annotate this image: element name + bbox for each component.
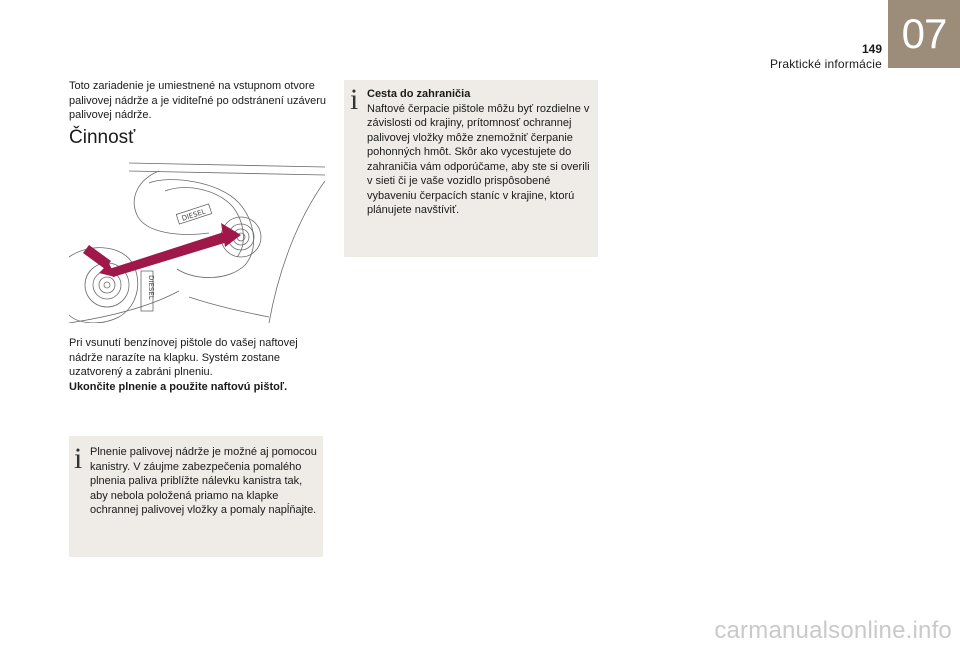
note-right-content bbox=[367, 87, 595, 218]
body-text: Pri vsunutí benzínovej pištole do vašej naftovej nádrže narazíte na klapku. Systém zostane uzatvorený a zabráni plneniu. bbox=[69, 337, 298, 378]
note-right-title: Cesta do zahraničia bbox=[367, 88, 471, 100]
body-bold-text: Ukončite plnenie a použite naftovú pištoľ. bbox=[69, 380, 288, 393]
section-title: Praktické informácie bbox=[769, 57, 882, 71]
info-note-left bbox=[69, 436, 323, 557]
page-number: 149 bbox=[861, 42, 882, 56]
diesel-label-lower: DIESEL bbox=[147, 275, 155, 300]
chapter-tab: 07 bbox=[888, 0, 960, 68]
note-left-text: Plnenie palivovej nádrže je možné aj pomocou kanistry. V záujme zabezpečenia pomalého plnenia paliva priblížte nálevku kanistra tak, aby nebola položená priamo na klapke ochrannej palivovej vložky a pomaly napĺňajte. bbox=[90, 446, 317, 516]
watermark: carmanualsonline.info bbox=[714, 617, 952, 644]
fuel-filler-illustration bbox=[69, 157, 325, 323]
body-paragraph bbox=[69, 336, 329, 394]
section-heading: Činnosť bbox=[69, 127, 136, 148]
info-icon: i bbox=[350, 83, 359, 116]
diesel-label-upper: DIESEL bbox=[180, 207, 207, 223]
note-right-text: Naftové čerpacie pištole môžu byť rozdielne v závislosti od krajiny, prítomnosť ochrannej palivovej vložky môže znemožniť čerpanie pohonných hmôt. Skôr ako vycestujete do zahraničia vám odporúčame, aby ste si overili v sieti či je vaše vozidlo prispôsobené vybaveniu čerpacích staníc v krajine, ktorú plánujete navštíviť. bbox=[367, 102, 590, 216]
intro-paragraph: Toto zariadenie je umiestnené na vstupnom otvore palivovej nádrže a je viditeľné po odstránení uzáveru palivovej nádrže. bbox=[69, 80, 326, 121]
info-note-right bbox=[344, 80, 598, 257]
info-icon: i bbox=[74, 442, 83, 475]
